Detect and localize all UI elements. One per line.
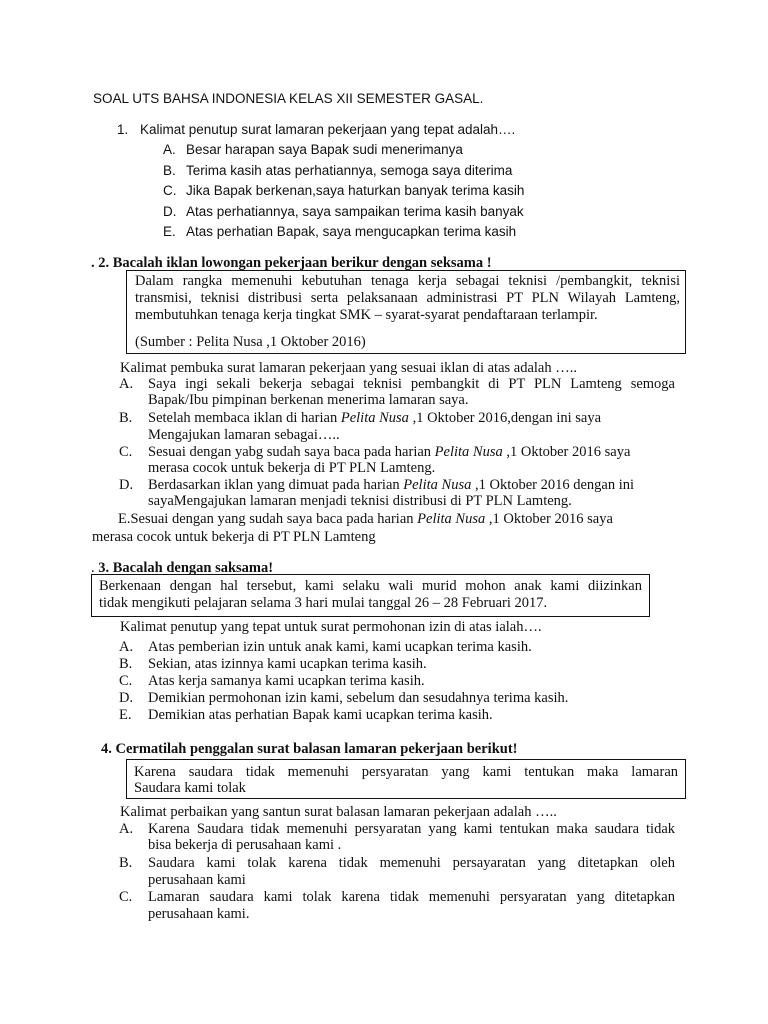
option-text — [118, 511, 613, 528]
option-text-part: Setelah membaca iklan di harian — [148, 410, 341, 426]
option-text: Terima kasih atas perhatiannya, semoga saya diterima — [186, 163, 513, 178]
option-text — [148, 444, 630, 461]
option-text-cont: Bapak/Ibu pimpinan berkenan menerima lamaran saya. — [148, 392, 469, 408]
option-text: Jika Bapak berkenan,saya haturkan banyak terima kasih — [186, 183, 525, 198]
heading-text: 3. Bacalah dengan saksama! — [98, 560, 274, 576]
option-text — [148, 410, 601, 427]
box-line: Saudara kami tolak — [134, 780, 246, 796]
option-text-cont: merasa cocok untuk bekerja di PT PLN Lamteng — [92, 529, 376, 545]
option-letter: A. — [163, 142, 176, 157]
option-text-part: ,1 Oktober 2016 saya — [502, 444, 631, 460]
option-text: Atas kerja samanya kami ucapkan terima kasih. — [148, 673, 425, 689]
option-text: Saudara kami tolak karena tidak memenuhi persayaratan yang ditetapkan oleh — [148, 855, 675, 871]
option-letter: D. — [119, 690, 134, 706]
option-text-cont: perusahaan kami. — [148, 906, 250, 922]
option-letter: D. — [119, 477, 134, 493]
option-text: Sekian, atas izinnya kami ucapkan terima kasih. — [148, 656, 427, 672]
option-letter: E. — [163, 224, 176, 239]
option-letter: A. — [119, 376, 134, 392]
option-text-part: ,1 Oktober 2016 saya — [485, 511, 613, 527]
option-text-part: E.Sesuai dengan yang sudah saya baca pada harian — [118, 511, 418, 527]
newspaper-name: Pelita Nusa — [403, 477, 472, 493]
question-number: 1. — [117, 122, 129, 137]
option-text-part: Sesuai dengan yabg sudah saya baca pada harian — [148, 444, 435, 460]
option-text: Saya ingi sekali bekerja sebagai teknisi pembangkit di PT PLN Lamteng semoga — [148, 376, 675, 392]
box-line: tidak mengikuti pelajaran selama 3 hari mulai tanggal 26 – 28 Februari 2017. — [99, 595, 548, 611]
question-prompt: Kalimat penutup yang tepat untuk surat permohonan izin di atas ialah…. — [120, 619, 542, 635]
document-title: SOAL UTS BAHSA INDONESIA KELAS XII SEMESTER GASAL. — [93, 91, 484, 106]
option-letter: B. — [163, 163, 176, 178]
job-ad-box — [126, 270, 686, 354]
newspaper-name: Pelita Nusa — [434, 444, 503, 460]
option-letter: C. — [119, 444, 133, 460]
option-text: Atas pemberian izin untuk anak kami, kami ucapkan terima kasih. — [148, 639, 532, 655]
option-letter: E. — [119, 707, 132, 723]
question-heading: 4. Cermatilah penggalan surat balasan lamaran pekerjaan berikut! — [101, 741, 518, 757]
question-heading: . 2. Bacalah iklan lowongan pekerjaan berikur dengan seksama ! — [91, 255, 492, 271]
option-letter: A. — [119, 639, 134, 655]
question-text: Kalimat penutup surat lamaran pekerjaan yang tepat adalah…. — [140, 122, 516, 137]
box-line: Karena saudara tidak memenuhi persyaratan yang kami tentukan maka lamaran — [134, 764, 678, 780]
option-letter: D. — [163, 204, 177, 219]
heading-prefix: . — [91, 560, 99, 576]
option-letter: B. — [119, 656, 133, 672]
option-text-cont: sayaMengajukan lamaran menjadi teknisi distribusi di PT PLN Lamteng. — [148, 493, 572, 509]
permission-letter-box — [91, 574, 650, 617]
option-text: Demikian permohonan izin kami, sebelum dan sesudahnya terima kasih. — [148, 690, 569, 706]
option-text-cont: perusahaan kami — [148, 872, 246, 888]
option-text: Atas perhatian Bapak, saya mengucapkan terima kasih — [186, 224, 517, 239]
option-text-part: ,1 Oktober 2016,dengan ini saya — [408, 410, 602, 426]
question-prompt: Kalimat perbaikan yang santun surat balasan lamaran pekerjaan adalah ….. — [120, 804, 557, 820]
option-text: Karena Saudara tidak memenuhi persyaratan yang kami tentukan maka saudara tidak — [148, 821, 675, 837]
option-letter: C. — [163, 183, 177, 198]
question-prompt: Kalimat pembuka surat lamaran pekerjaan yang sesuai iklan di atas adalah ….. — [120, 360, 577, 376]
rejection-letter-box — [126, 759, 686, 799]
option-text-part: Berdasarkan iklan yang dimuat pada harian — [148, 477, 404, 493]
option-letter: B. — [119, 855, 133, 871]
option-letter: C. — [119, 673, 133, 689]
option-text: Besar harapan saya Bapak sudi menerimanya — [186, 142, 463, 157]
box-line: Dalam rangka memenuhi kebutuhan tenaga kerja sebagai teknisi /pembangkit, teknisi — [135, 273, 680, 289]
option-text-cont: merasa cocok untuk bekerja di PT PLN Lamteng. — [148, 460, 436, 476]
option-letter: C. — [119, 889, 133, 905]
box-line: membutuhkan tenaga kerja tingkat SMK – syarat-syarat pendaftaraan terlampir. — [135, 307, 598, 323]
box-source: (Sumber : Pelita Nusa ,1 Oktober 2016) — [135, 334, 366, 350]
option-text: Lamaran saudara kami tolak karena tidak memenuhi persyaratan yang ditetapkan — [148, 889, 675, 905]
option-text — [148, 477, 634, 494]
option-letter: B. — [119, 410, 133, 426]
newspaper-name: Pelita Nusa — [417, 511, 486, 527]
box-line: transmisi, teknisi distribusi serta pelaksanaan administrasi PT PLN Wilayah Lamteng, — [135, 290, 680, 306]
option-text-part: ,1 Oktober 2016 dengan ini — [471, 477, 635, 493]
option-text: Atas perhatiannya, saya sampaikan terima kasih banyak — [186, 204, 524, 219]
option-letter: A. — [119, 821, 134, 837]
option-text-cont: Mengajukan lamaran sebagai….. — [148, 427, 340, 443]
option-text: Demikian atas perhatian Bapak kami ucapkan terima kasih. — [148, 707, 493, 723]
box-line: Berkenaan dengan hal tersebut, kami selaku wali murid mohon anak kami diizinkan — [99, 578, 642, 594]
newspaper-name: Pelita Nusa — [340, 410, 409, 426]
option-text-cont: bisa bekerja di perusahaan kami . — [148, 837, 342, 853]
